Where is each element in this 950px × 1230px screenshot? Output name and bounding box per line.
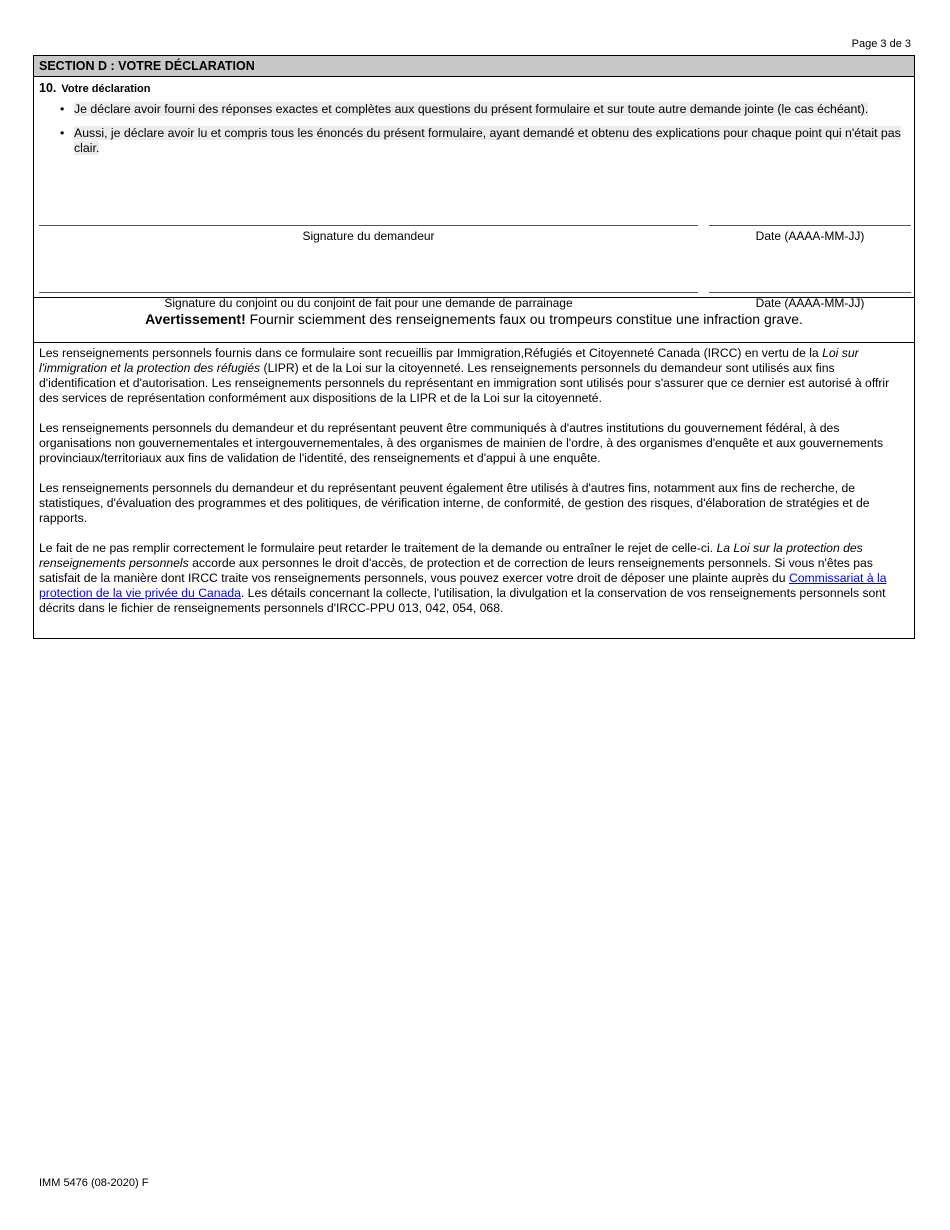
declaration-text: Je déclare avoir fourni des réponses exactes et complètes aux questions du présent formulaire et sur toute autre demande jointe (le cas échéant). [74,102,869,116]
spouse-date-label: Date (AAAA-MM-JJ) [755,296,865,310]
question-label: Votre déclaration [61,83,151,95]
warning-text: Fournir sciemment des renseignements faux ou trompeurs constitue une infraction grave. [245,311,803,327]
spouse-signature-label: Signature du conjoint ou du conjoint de fait pour une demande de parrainage [164,296,573,310]
applicant-signature-field[interactable] [39,225,698,226]
declaration-item [60,126,910,156]
spouse-date-field[interactable] [709,292,911,293]
declaration-text: Aussi, je déclare avoir lu et compris tous les énoncés du présent formulaire, ayant demandé et obtenu des explications pour chaque point qui n'était pas clair. [74,126,901,155]
declaration-list [60,102,910,165]
privacy-paragraph-2: Les renseignements personnels du demandeur et du représentant peuvent être communiqués à d'autres institutions du gouvernement fédéral, à des organisations non gouvernementales et intergouvernementales, à des organismes de mainien de l'ordre, à des organismes d'enquête et aux gouvernements provinciaux/territoriaux aux fins de validation de l'identité, des renseignements et d'appui à une enquête. [39,421,884,465]
declaration-block [34,77,914,310]
warning-title: Avertissement! [145,311,246,327]
question-number: 10. [39,81,57,95]
declaration-form [33,55,915,639]
privacy-notice [34,343,914,616]
privacy-commissioner-link[interactable]: Commissariat à la protection de la vie privée du Canada [39,571,887,600]
spouse-signature-field[interactable] [39,292,698,293]
privacy-paragraph-4: Le fait de ne pas remplir correctement le formulaire peut retarder le traitement de la demande ou entraîner le rejet de celle-ci. La Loi sur la protection des renseignements personnels accorde aux personnes le droit d'accès, de protection et de correction de leurs renseignements personnels. Si vous n'êtes pas satisfait de la manière dont IRCC traite vos renseignements personnels, vous pouvez exercer votre droit de déposer une plainte auprès du Commissariat à la protection de la vie privée du Canada. Les détails concernant la collecte, l'utilisation, la divulgation et la conservation de vos renseignements personnels sont décrits dans le fichier de renseignements personnels d'IRCC-PPU 013, 042, 054, 068. [39,541,887,615]
privacy-paragraph-3: Les renseignements personnels du demandeur et du représentant peuvent également être utilisés à d'autres fins, notamment aux fins de recherche, de statistiques, d'évaluation des programmes et des politiques, de vérification interne, de conformité, de gestion des risques, d'élaboration de stratégies et de rapports. [39,481,870,525]
page-number: Page 3 de 3 [851,38,911,50]
applicant-date-label: Date (AAAA-MM-JJ) [755,229,865,243]
form-identifier: IMM 5476 (08-2020) F [39,1177,149,1189]
section-title: SECTION D : VOTRE DÉCLARATION [34,56,914,77]
applicant-signature-label: Signature du demandeur [302,229,435,243]
privacy-paragraph-1: Les renseignements personnels fournis dans ce formulaire sont recueillis par Immigration,Réfugiés et Citoyenneté Canada (IRCC) en vertu de la Loi sur l'immigration et la protection des réfugiés (LIPR) et de la Loi sur la citoyenneté. Les renseignements personnels du demandeur sont utilisés aux fins d'identification et d'autorisation. Les renseignements personnels du représentant en immigration sont utilisés pour s'assurer que ce dernier est autorisé à offrir des services de représentation conformément aux dispositions de la LIPR et de la Loi sur la citoyenneté. [39,346,890,405]
question-title [39,81,150,95]
declaration-item [60,102,910,117]
applicant-date-field[interactable] [709,225,911,226]
